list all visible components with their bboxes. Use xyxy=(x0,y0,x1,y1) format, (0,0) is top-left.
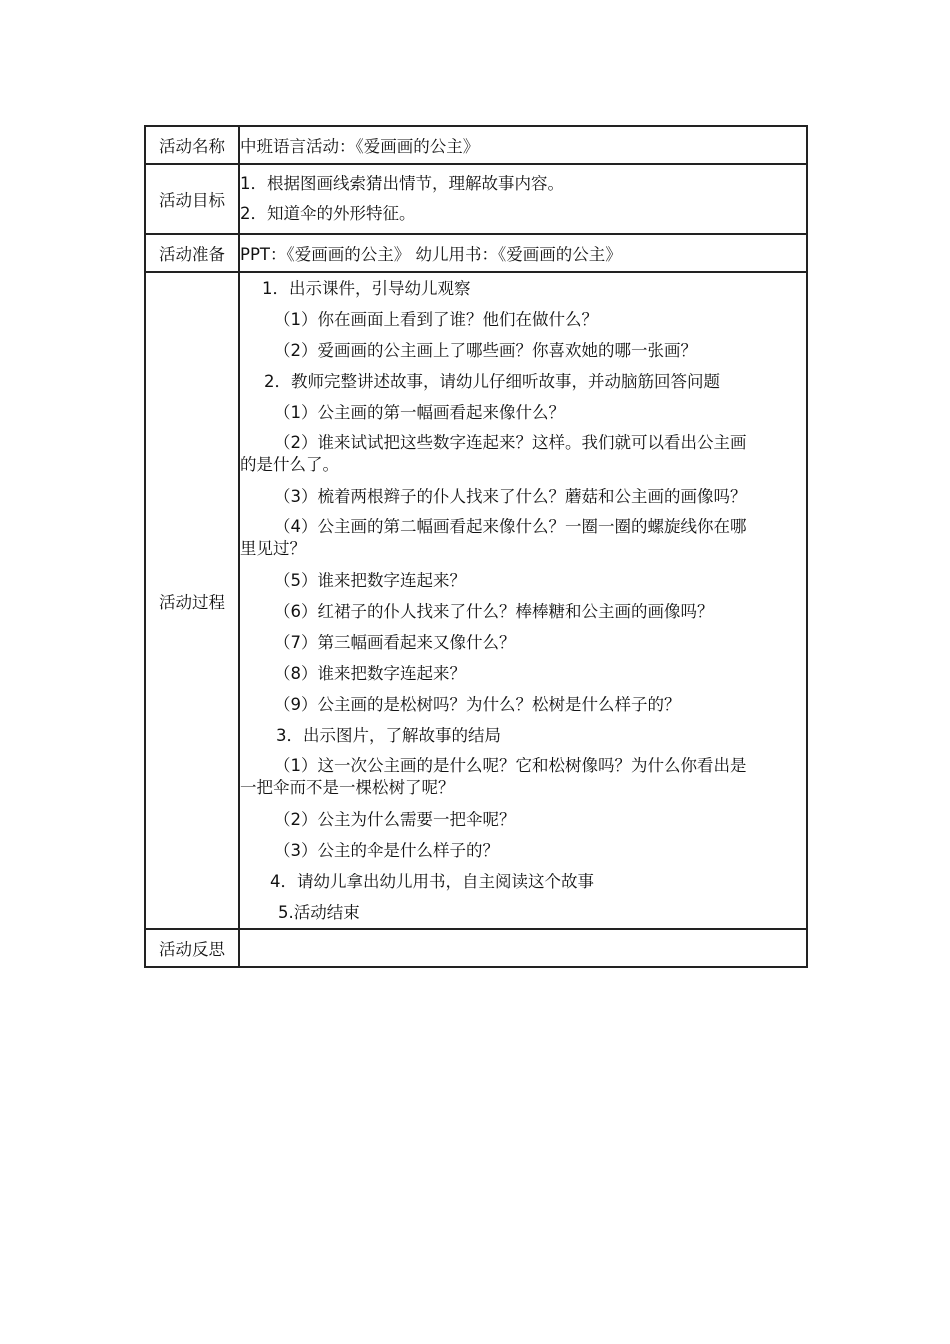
process-question: （7）第三幅画看起来又像什么？ xyxy=(274,633,516,652)
activity-name-value: 中班语言活动：《爱画画的公主》 xyxy=(239,126,807,164)
activity-name-label: 活动名称 xyxy=(145,126,239,164)
process-question xyxy=(240,428,806,481)
process-question: （2）公主为什么需要一把伞呢？ xyxy=(274,810,516,829)
process-question: （6）红裙子的仆人找来了什么？棒棒糖和公主画的画像吗？ xyxy=(274,602,714,621)
activity-reflection-label: 活动反思 xyxy=(145,929,239,967)
process-question: （8）谁来把数字连起来？ xyxy=(274,664,466,683)
process-step: 2．教师完整讲述故事，请幼儿仔细听故事，并动脑筋回答问题 xyxy=(264,372,720,391)
activity-process-label: 活动过程 xyxy=(145,272,239,929)
process-question-line: 一把伞而不是一棵松树了呢？ xyxy=(240,778,455,797)
process-question: （1）你在画面上看到了谁？他们在做什么？ xyxy=(274,310,598,329)
activity-process-row xyxy=(145,272,807,929)
activity-goals-row xyxy=(145,164,807,234)
process-question: （1）公主画的第一幅画看起来像什么？ xyxy=(274,403,565,422)
process-question-line: （2）谁来试试把这些数字连起来？这样。我们就可以看出公主画 xyxy=(274,433,747,452)
process-step: 1．出示课件，引导幼儿观察 xyxy=(262,279,471,298)
activity-prep-value: PPT：《爱画画的公主》 幼儿用书：《爱画画的公主》 xyxy=(239,234,807,272)
activity-goals-cell xyxy=(239,164,807,234)
process-question-line: 里见过？ xyxy=(240,539,306,558)
lesson-plan-table xyxy=(144,125,808,968)
process-question-line: （4）公主画的第二幅画看起来像什么？一圈一圈的螺旋线你在哪 xyxy=(274,517,747,536)
process-question-line: 的是什么了。 xyxy=(240,455,339,474)
goal-item: 1．根据图画线索猜出情节，理解故事内容。 xyxy=(240,174,564,193)
process-question: （2）爱画画的公主画上了哪些画？你喜欢她的哪一张画？ xyxy=(274,341,697,360)
process-question xyxy=(240,751,806,804)
process-question-line: （1）这一次公主画的是什么呢？它和松树像吗？为什么你看出是 xyxy=(274,756,747,775)
process-question: （3）梳着两根辫子的仆人找来了什么？蘑菇和公主画的画像吗？ xyxy=(274,487,747,506)
goal-item: 2．知道伞的外形特征。 xyxy=(240,204,416,223)
process-step: 5.活动结束 xyxy=(278,903,360,922)
process-step: 3．出示图片，了解故事的结局 xyxy=(276,726,501,745)
activity-reflection-value xyxy=(239,929,807,967)
activity-goals-label: 活动目标 xyxy=(145,164,239,234)
activity-prep-label: 活动准备 xyxy=(145,234,239,272)
process-question: （9）公主画的是松树吗？为什么？松树是什么样子的？ xyxy=(274,695,681,714)
process-question xyxy=(240,512,806,565)
activity-process-cell xyxy=(239,272,807,929)
process-question: （3）公主的伞是什么样子的？ xyxy=(274,841,499,860)
process-question: （5）谁来把数字连起来？ xyxy=(274,571,466,590)
activity-reflection-row xyxy=(145,929,807,967)
process-step: 4．请幼儿拿出幼儿用书，自主阅读这个故事 xyxy=(270,872,594,891)
activity-name-row xyxy=(145,126,807,164)
activity-prep-row xyxy=(145,234,807,272)
